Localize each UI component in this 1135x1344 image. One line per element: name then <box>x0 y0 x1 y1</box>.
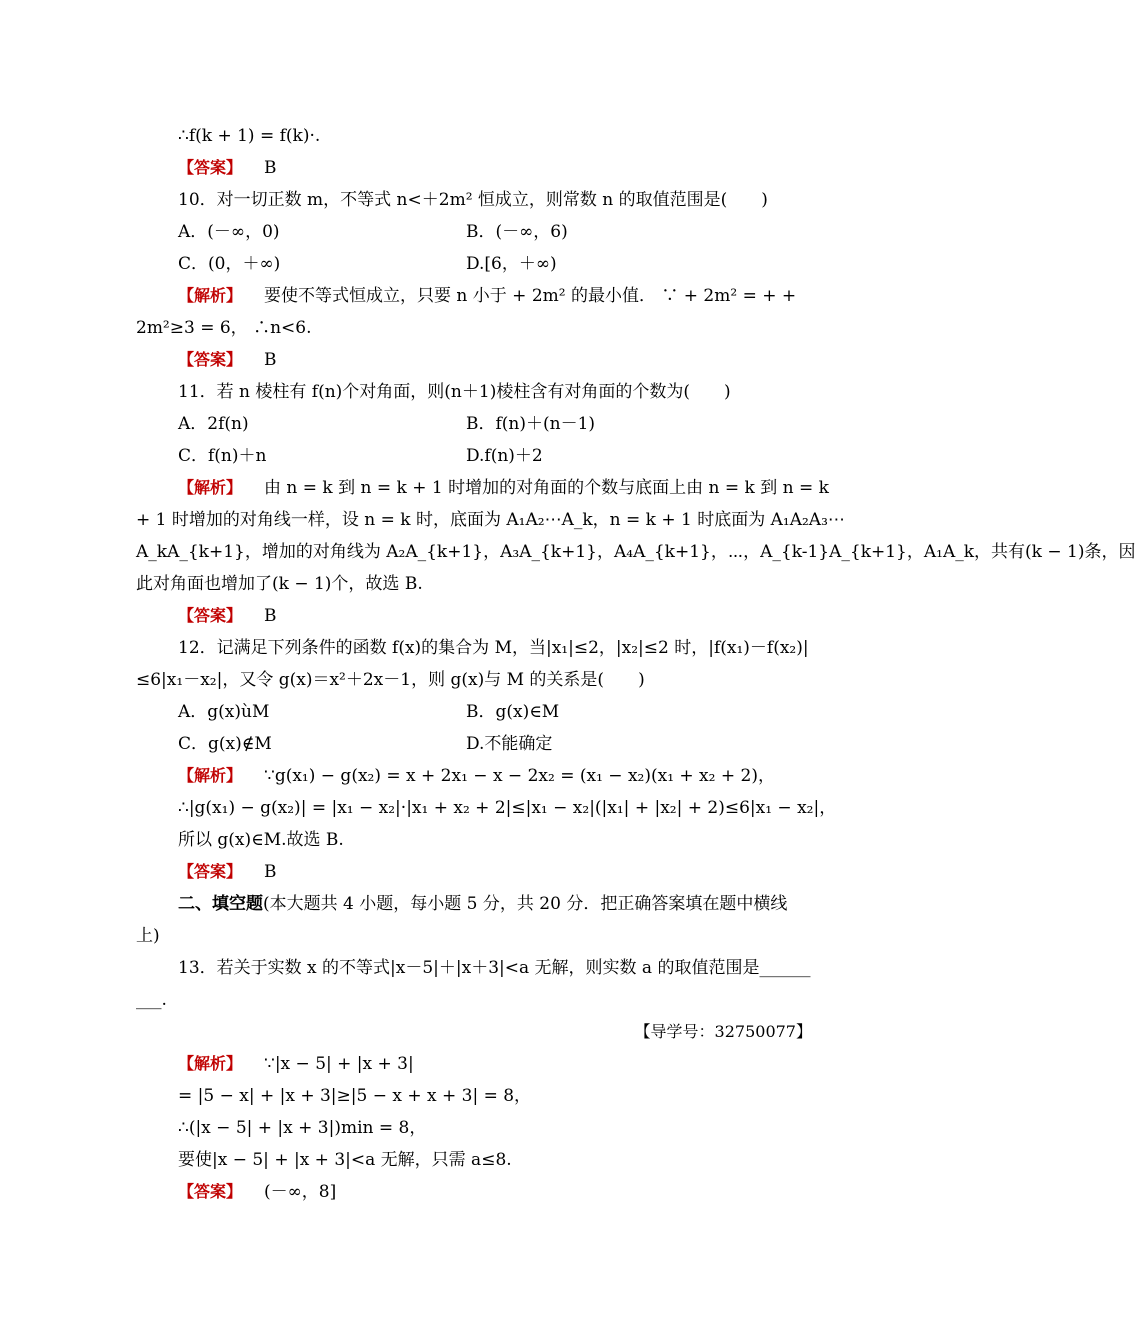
analysis-tag: 【解析】 <box>178 478 243 497</box>
answer-tag: 【答案】 <box>178 158 243 177</box>
q10-option-d: D.[6，＋∞) <box>466 254 557 274</box>
section-title: 二、填空题 <box>178 894 263 914</box>
q11-option-c: C．f(n)＋n <box>178 446 267 466</box>
answer-line <box>178 348 277 372</box>
section-heading <box>178 892 787 916</box>
analysis-cont: A_kA_{k+1}，增加的对角线为 A₂A_{k+1}，A₃A_{k+1}，A₄A_{k+1}，⋯，A_{k-1}A_{k+1}，A₁A_k，共有(k − 1)条，因 <box>136 542 1135 562</box>
q12-option-b: B．g(x)∈M <box>466 702 560 722</box>
answer-tag: 【答案】 <box>178 1182 243 1201</box>
q12-option-a: A．g(x)ùM <box>178 702 270 722</box>
q10-option-c: C．(0，＋∞) <box>178 254 281 274</box>
question-11: 11．若 n 棱柱有 f(n)个对角面，则(n＋1)棱柱含有对角面的个数为( ) <box>178 382 731 402</box>
text-line: ∴f(k + 1) = f(k)·. <box>178 126 321 146</box>
analysis-tag: 【解析】 <box>178 286 243 305</box>
analysis-text: ∵g(x₁) − g(x₂) = x + 2x₁ − x − 2x₂ = (x₁ − x₂)(x₁ + x₂ + 2)， <box>264 766 775 786</box>
answer-value: B <box>264 158 277 178</box>
analysis-cont: 2m²≥3 = 6， ∴n<6. <box>136 318 312 338</box>
analysis-cont: ∴(|x − 5| + |x + 3|)min = 8， <box>178 1118 427 1138</box>
answer-tag: 【答案】 <box>178 862 243 881</box>
q11-option-a: A．2f(n) <box>178 414 249 434</box>
answer-line <box>178 604 277 628</box>
answer-line <box>178 860 277 884</box>
analysis-cont: 所以 g(x)∈M.故选 B. <box>178 830 344 850</box>
answer-tag: 【答案】 <box>178 606 243 625</box>
analysis-cont: = |5 − x| + |x + 3|≥|5 − x + x + 3| = 8， <box>178 1086 532 1106</box>
question-12: 12．记满足下列条件的函数 f(x)的集合为 M，当|x₁|≤2，|x₂|≤2 时，|f(x₁)－f(x₂)| <box>178 638 809 658</box>
question-12-cont: ≤6|x₁－x₂|，又令 g(x)＝x²＋2x－1，则 g(x)与 M 的关系是( ) <box>136 670 645 690</box>
q10-option-b: B．(－∞，6) <box>466 222 568 242</box>
question-13: 13．若关于实数 x 的不等式|x－5|＋|x＋3|<a 无解，则实数 a 的取值范围是______ <box>178 958 811 978</box>
analysis-line <box>178 476 829 500</box>
analysis-cont: ∴|g(x₁) − g(x₂)| = |x₁ − x₂|·|x₁ + x₂ + 2|≤|x₁ − x₂|(|x₁| + |x₂| + 2)≤6|x₁ − x₂|， <box>178 798 837 818</box>
analysis-line <box>178 764 775 788</box>
q11-option-b: B．f(n)＋(n－1) <box>466 414 596 434</box>
analysis-text: ∵|x − 5| + |x + 3| <box>264 1054 414 1074</box>
section-desc: (本大题共 4 小题，每小题 5 分，共 20 分．把正确答案填在题中横线 <box>263 894 788 914</box>
analysis-line <box>178 1052 414 1076</box>
analysis-cont: 此对角面也增加了(k − 1)个，故选 B. <box>136 574 423 594</box>
analysis-tag: 【解析】 <box>178 766 243 785</box>
guide-number: 【导学号：32750077】 <box>634 1022 812 1041</box>
answer-value: B <box>264 862 277 882</box>
q12-option-d: D.不能确定 <box>466 734 553 754</box>
analysis-text: 要使不等式恒成立，只要 n 小于 + 2m² 的最小值． ∵ + 2m² = + + <box>264 286 797 306</box>
analysis-line <box>178 284 796 308</box>
q12-option-c: C．g(x)∉M <box>178 734 272 754</box>
analysis-tag: 【解析】 <box>178 1054 243 1073</box>
question-13-cont: ___. <box>136 990 167 1010</box>
answer-value: B <box>264 350 277 370</box>
answer-value: B <box>264 606 277 626</box>
answer-tag: 【答案】 <box>178 350 243 369</box>
analysis-cont: + 1 时增加的对角线一样，设 n = k 时，底面为 A₁A₂⋯A_k，n = k + 1 时底面为 A₁A₂A₃⋯ <box>136 510 845 530</box>
answer-line <box>178 1180 336 1204</box>
q11-option-d: D.f(n)＋2 <box>466 446 543 466</box>
answer-value: (－∞，8] <box>264 1182 337 1202</box>
answer-line <box>178 156 277 180</box>
q10-option-a: A．(－∞，0) <box>178 222 280 242</box>
section-desc-cont: 上) <box>136 926 160 946</box>
question-10: 10．对一切正数 m，不等式 n<＋2m² 恒成立，则常数 n 的取值范围是( ) <box>178 190 768 210</box>
analysis-cont: 要使|x − 5| + |x + 3|<a 无解，只需 a≤8. <box>178 1150 512 1170</box>
analysis-text: 由 n = k 到 n = k + 1 时增加的对角面的个数与底面上由 n = k 到 n = k <box>264 478 829 498</box>
